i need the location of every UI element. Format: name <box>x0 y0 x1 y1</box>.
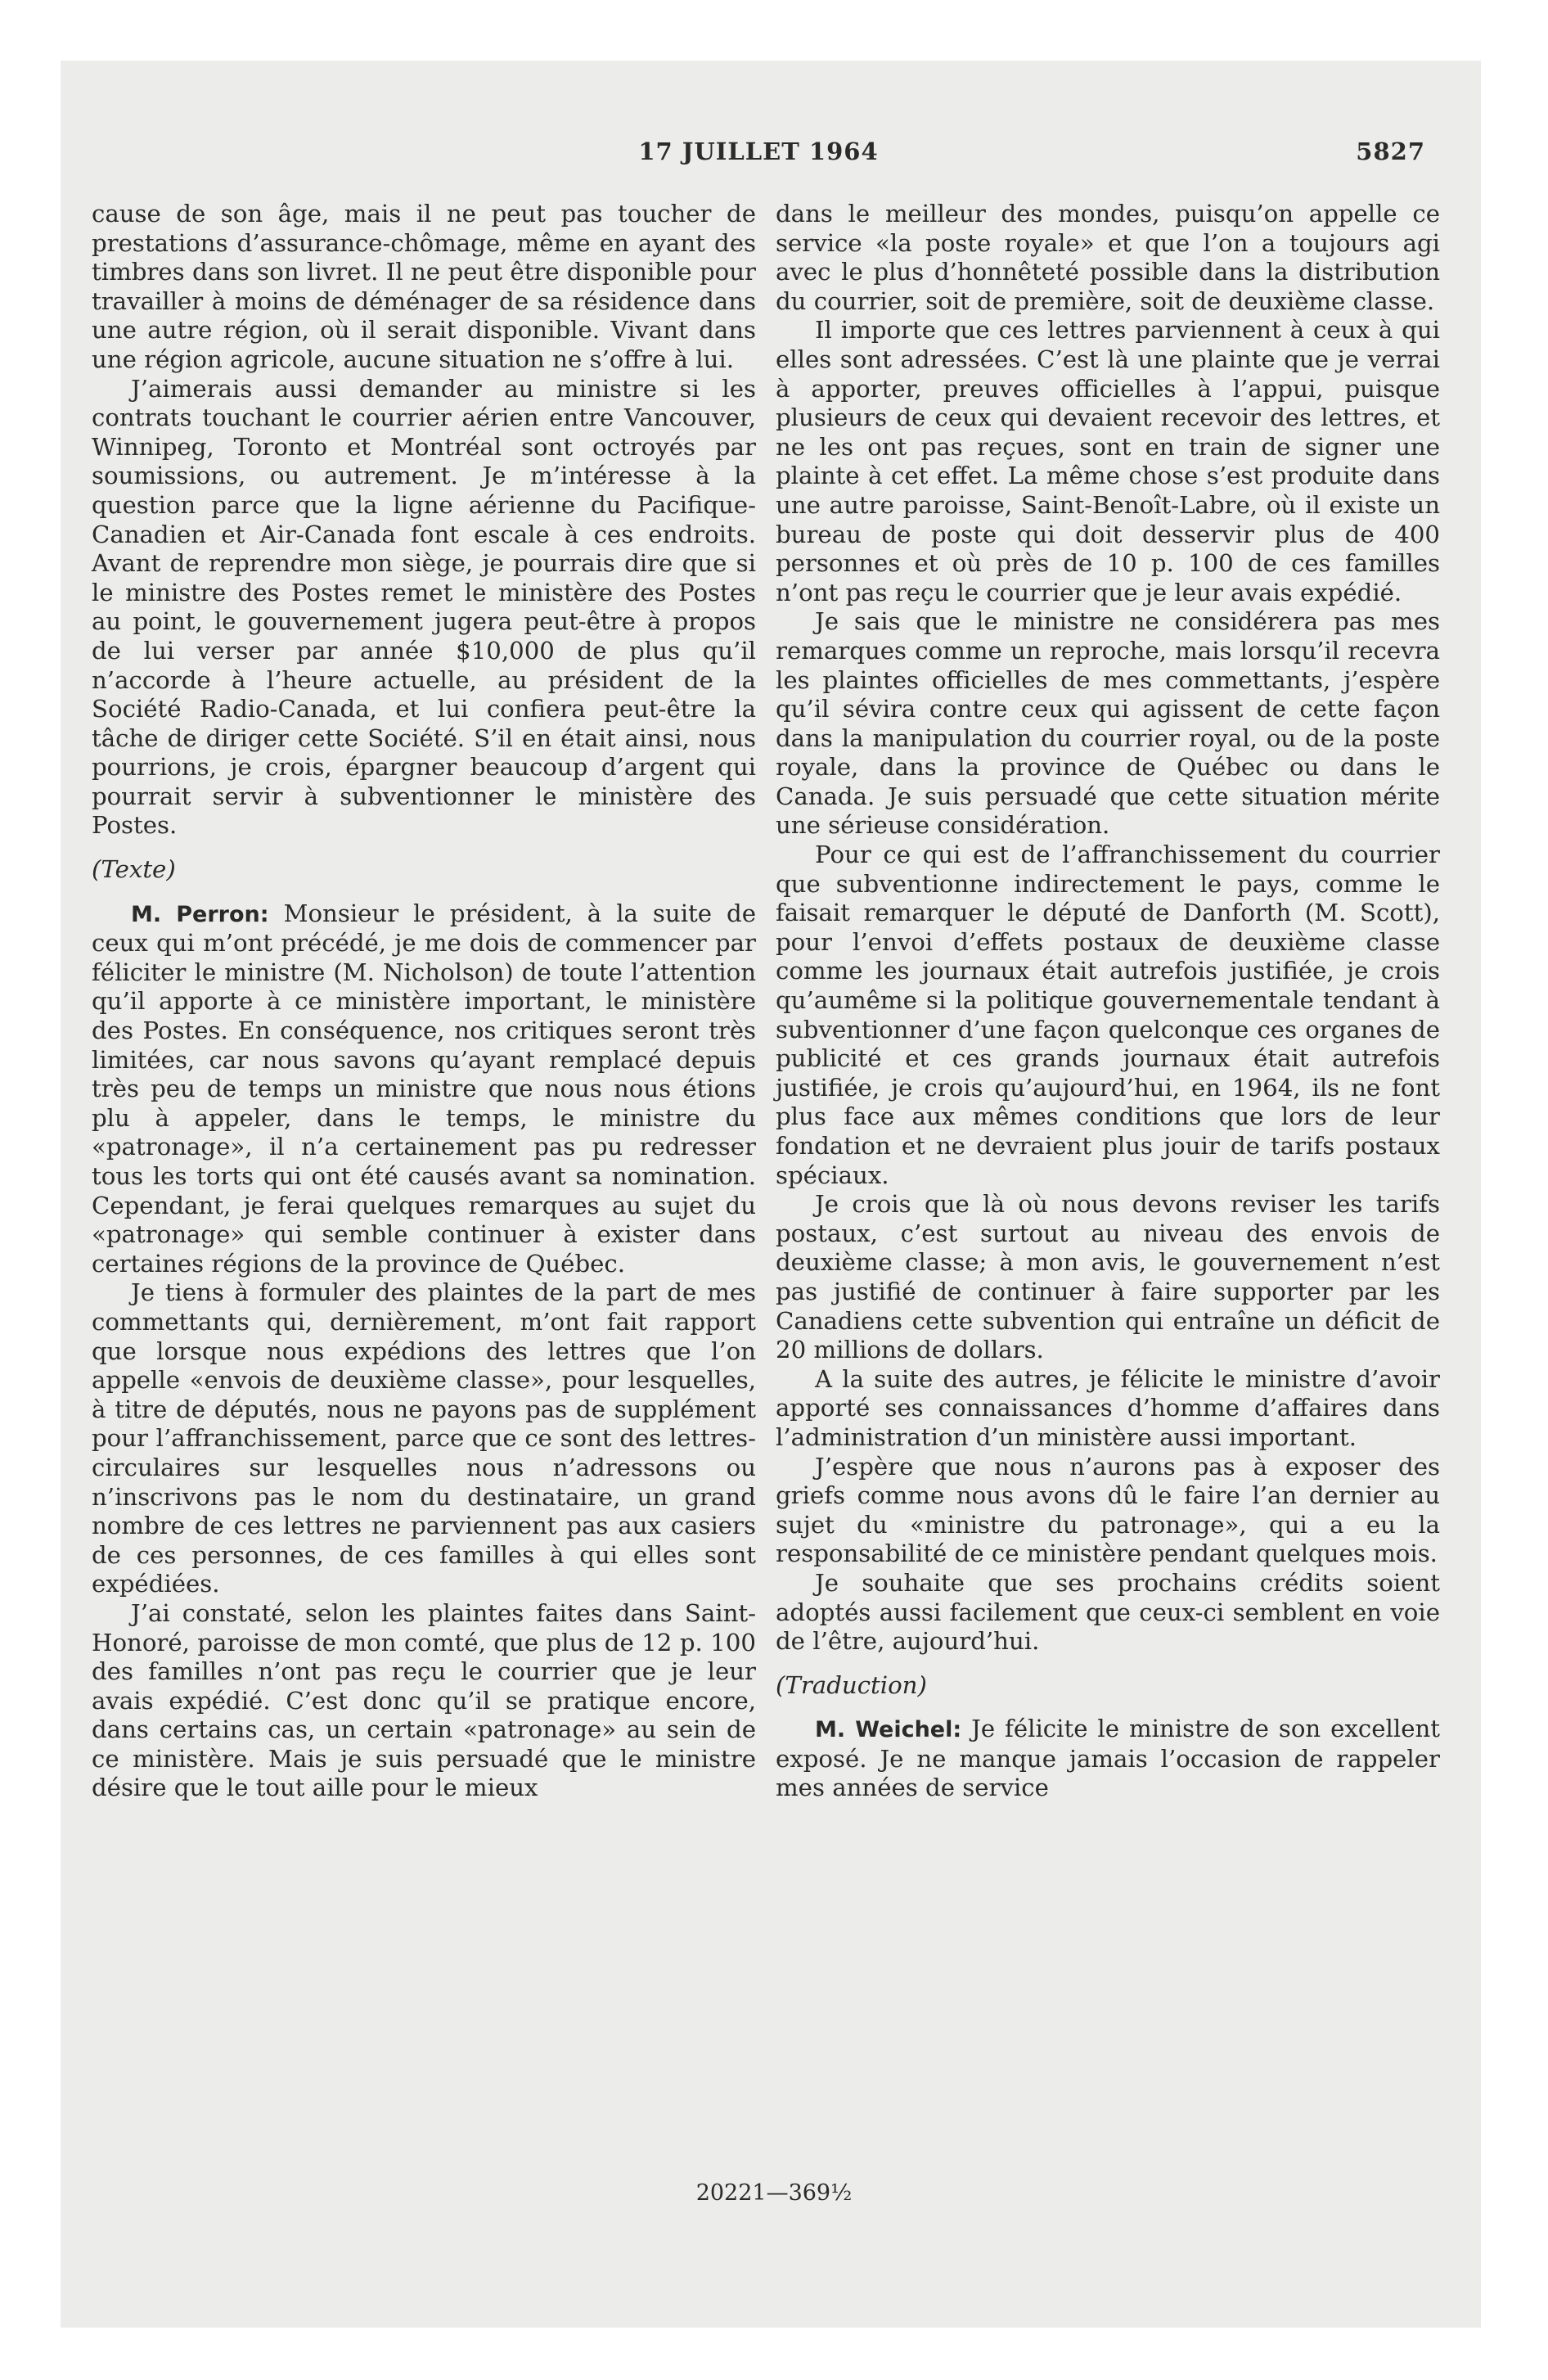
printer-signature: 20221—369½ <box>695 2180 853 2206</box>
paragraph: Je sais que le ministre ne considérera pas mes remarques comme un reproche, mais lorsqu’il recevra les plaintes officielles de mes commettants, j’espère qu’il sévira contre ceux qui agissent de cette façon dans la manipulation du courrier royal, ou de la poste royale, dans la province de Québec ou dans le Canada. Je suis persuadé que cette situation mérite une sérieuse considération. <box>776 607 1440 840</box>
paragraph: A la suite des autres, je félicite le ministre d’avoir apporté ses connaissances d’homme d’affaires dans l’administration d’un ministère aussi important. <box>776 1364 1440 1451</box>
header-date: 17 JUILLET 1964 <box>638 137 879 165</box>
page-header <box>92 137 1425 174</box>
speech-paragraph <box>776 1715 1440 1803</box>
paragraph: Je crois que là où nous devons reviser les tarifs postaux, c’est surtout au niveau des envois de deuxième classe; à mon avis, le gouvernement n’est pas justifié de continuer à faire supporter par les Canadiens cette subvention qui entraîne un déficit de 20 millions de dollars. <box>776 1190 1440 1364</box>
speaker-name: M. Perron: <box>131 901 269 927</box>
right-column <box>776 200 1440 1803</box>
paragraph: Il importe que ces lettres parviennent à ceux à qui elles sont adressées. C’est là une plainte que je verrai à apporter, preuves officielles à l’appui, puisque plusieurs de ceux qui devaient recevoir des lettres, et ne les ont pas reçues, sont en train de signer une plainte à cet effet. La même chose s’est produite dans une autre paroisse, Saint-Benoît-Labre, où il existe un bureau de poste qui doit desservir plus de 400 personnes et où près de 10 p. 100 de ces familles n’ont pas reçu le courrier que je leur avais expédié. <box>776 316 1440 606</box>
speech-text: Monsieur le président, à la suite de ceux qui m’ont précédé, je me dois de commencer par féliciter le ministre (M. Nicholson) de toute l’attention qu’il apporte à ce ministère important, le ministère des Postes. En conséquence, nos critiques seront très limitées, car nous savons qu’ayant remplacé depuis très peu de temps un ministre que nous nous étions plu à appeler, dans le temps, le ministre du «patronage», il n’a certainement pas pu redresser tous les torts qui ont été causés avant sa nomination. Cependant, je ferai quelques remarques au sujet du «patronage» qui semble continuer à exister dans certaines régions de la province de Québec. <box>92 899 757 1278</box>
speech-text: Je félicite le ministre de son excellent exposé. Je ne manque jamais l’occasion de rappeler mes années de service <box>776 1715 1440 1802</box>
paragraph: J’ai constaté, selon les plaintes faites dans Saint-Honoré, paroisse de mon comté, que plus de 12 p. 100 des familles n’ont pas reçu le courrier que je leur avais expédié. C’est donc qu’il se pratique encore, dans certains cas, un certain «patronage» au sein de ce ministère. Mais je suis persuadé que le ministre désire que le tout aille pour le mieux <box>92 1598 756 1802</box>
paragraph: dans le meilleur des mondes, puisqu’on appelle ce service «la poste royale» et que l’on a toujours agi avec le plus d’honnêteté possible dans la distribution du courrier, soit de première, soit de deuxième classe. <box>776 200 1440 315</box>
page-number: 5827 <box>1356 137 1425 165</box>
paragraph: J’aimerais aussi demander au ministre si les contrats touchant le courrier aérien entre Vancouver, Winnipeg, Toronto et Montréal sont octroyés par soumissions, ou autrement. Je m’intéresse à la question parce que la ligne aérienne du Pacifique-Canadien et Air-Canada font escale à ces endroits. Avant de reprendre mon siège, je pourrais dire que si le ministre des Postes remet le ministère des Postes au point, le gouvernement jugera peut-être à propos de lui verser par année $10,000 de plus qu’il n’accorde à l’heure actuelle, au président de la Société Radio-Canada, et lui confiera peut-être la tâche de diriger cette Société. S’il en était ainsi, nous pourrions, je crois, épargner beaucoup d’argent qui pourrait servir à subventionner le ministère des Postes. <box>92 374 756 840</box>
section-heading: (Texte) <box>92 855 176 884</box>
paragraph: cause de son âge, mais il ne peut pas toucher de prestations d’assurance-chômage, même en ayant des timbres dans son livret. Il ne peut être disponible pour travailler à moins de déménager de sa résidence dans une autre région, où il serait disponible. Vivant dans une région agricole, aucune situation ne s’offre à lui. <box>92 200 756 373</box>
section-heading: (Traduction) <box>776 1670 927 1699</box>
speech-paragraph <box>92 899 756 1279</box>
paragraph: Je souhaite que ses prochains crédits soient adoptés aussi facilement que ceux-ci semblent en voie de l’être, aujourd’hui. <box>776 1568 1440 1656</box>
speaker-name: M. Weichel: <box>815 1717 962 1743</box>
paragraph: J’espère que nous n’aurons pas à exposer des griefs comme nous avons dû le faire l’an dernier au sujet du «ministre du patronage», qui a eu la responsabilité de ce ministère pendant quelques mois. <box>776 1452 1440 1568</box>
paragraph: Pour ce qui est de l’affranchissement du courrier que subventionne indirectement le pays, comme le faisait remarquer le député de Danforth (M. Scott), pour l’envoi d’effets postaux de deuxième classe comme les journaux était autrefois justifiée, je crois qu’aumême si la politique gouvernementale tendant à subventionner d’une façon quelconque ces organes de publicité et ces grands journaux était autrefois justifiée, je crois qu’aujourd’hui, en 1964, ils ne font plus face aux mêmes conditions que lors de leur fondation et ne devraient plus jouir de tarifs postaux spéciaux. <box>776 841 1440 1189</box>
paragraph: Je tiens à formuler des plaintes de la part de mes commettants qui, dernièrement, m’ont fait rapport que lorsque nous expédions des lettres que l’on appelle «envois de deuxième classe», pour lesquelles, à titre de députés, nous ne payons pas de supplément pour l’affranchissement, parce que ce sont des lettres-circulaires sur lesquelles nous n’adressons ou n’inscrivons pas le nom du destinataire, un grand nombre de ces lettres ne parviennent pas aux casiers de ces personnes, de ces familles à qui elles sont expédiées. <box>92 1278 756 1598</box>
left-column <box>92 200 756 1803</box>
